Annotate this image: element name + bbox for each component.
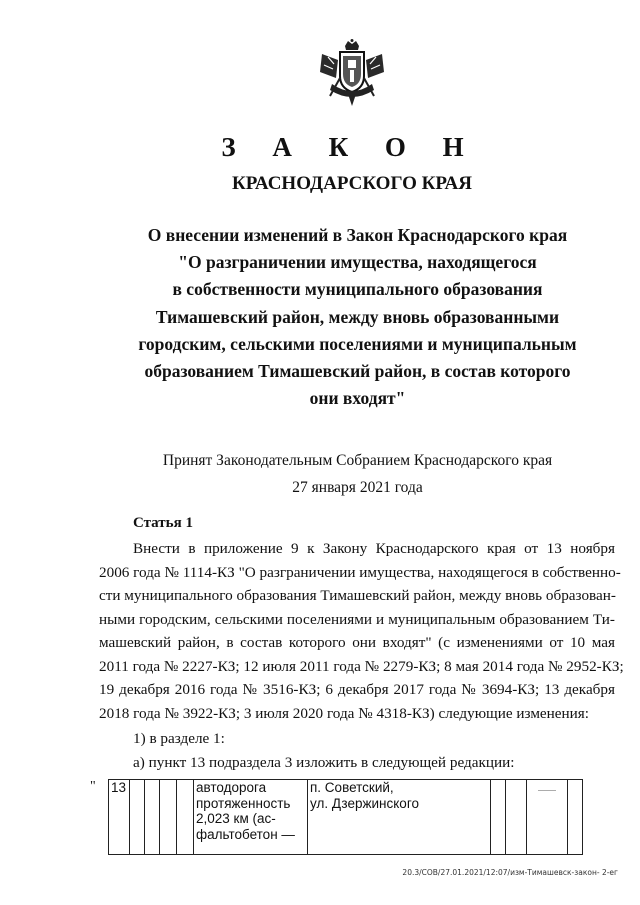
dash-mark: ——— xyxy=(538,788,556,794)
law-name-line: они входят" xyxy=(309,388,406,409)
law-name-line: Тимашевский район, между вновь образованными xyxy=(155,306,560,327)
body-line: Внести в приложение 9 к Закону Краснодарского края от 13 ноября xyxy=(133,540,615,557)
law-name xyxy=(100,222,615,412)
table-cell-empty xyxy=(568,780,583,855)
address-line: п. Советский, xyxy=(310,780,394,795)
adoption-note xyxy=(100,447,615,501)
name-line: фальтобетон — xyxy=(196,826,295,842)
name-line: протяженность xyxy=(196,795,291,811)
table-cell-empty xyxy=(177,780,194,855)
table-cell-empty xyxy=(491,780,506,855)
table-cell-address xyxy=(308,780,491,855)
name-line: автодорога xyxy=(196,780,267,795)
body-line: ными городским, сельскими поселениями и муниципальным образованием Ти- xyxy=(99,610,615,628)
law-name-line: в собственности муниципального образования xyxy=(172,279,543,300)
law-name-line: О внесении изменений в Закон Краснодарского края xyxy=(147,225,568,245)
law-name-line: городским, сельскими поселениями и муниципальным xyxy=(138,333,577,354)
body-line: 2006 года № 1114-КЗ "О разграничении имущества, находящегося в собственно- xyxy=(99,563,621,581)
body-line: сти муниципального образования Тимашевский район, между вновь образован- xyxy=(99,587,616,604)
table-cell-empty xyxy=(160,780,177,855)
address-line: ул. Дзержинского xyxy=(310,795,419,811)
table-cell-empty xyxy=(506,780,527,855)
table-cell-mark xyxy=(527,780,568,855)
law-name-line: образованием Тимашевский район, в состав которого xyxy=(144,361,571,382)
table-row xyxy=(109,780,583,855)
list-item: 1) в разделе 1: xyxy=(133,730,225,747)
list-subitem: а) пункт 13 подраздела 3 изложить в следующей редакции: xyxy=(133,754,515,771)
body-line: 2011 года № 2227-КЗ; 12 июля 2011 года № 2279-КЗ; 8 мая 2014 года № 2952-КЗ; xyxy=(99,657,624,675)
article-heading: Статья 1 xyxy=(133,515,193,531)
table-cell-empty xyxy=(130,780,145,855)
body-line: 2018 года № 3922-КЗ; 3 июля 2020 года № 4318-КЗ) следующие изменения: xyxy=(99,704,590,722)
article-body xyxy=(99,537,624,725)
document-title: З А К О Н xyxy=(221,132,479,162)
open-quote: " xyxy=(90,779,96,794)
table-cell-empty xyxy=(145,780,160,855)
coat-of-arms-emblem xyxy=(318,38,386,108)
table-cell-number: 13 xyxy=(109,780,130,855)
adoption-line: Принят Законодательным Собранием Краснодарского края xyxy=(162,452,553,469)
body-line: машевский район, в состав которого они входят" (с изменениями от 10 мая xyxy=(99,634,615,651)
document-subtitle: КРАСНОДАРСКОГО КРАЯ xyxy=(231,173,473,194)
adoption-date: 27 января 2021 года xyxy=(292,479,423,496)
name-line: 2,023 км (ас- xyxy=(196,811,276,826)
body-line: 19 декабря 2016 года № 3516-КЗ; 6 декабря 2017 года № 3694-КЗ; 13 декабря xyxy=(99,681,615,698)
table-cell-name xyxy=(194,780,308,855)
document-footer-code: 20.3/СОВ/27.01.2021/12:07/изм-Тимашевск-закон- 2-ег xyxy=(402,868,618,877)
law-name-line: "О разграничении имущества, находящегося xyxy=(178,252,537,273)
property-table xyxy=(108,779,583,855)
